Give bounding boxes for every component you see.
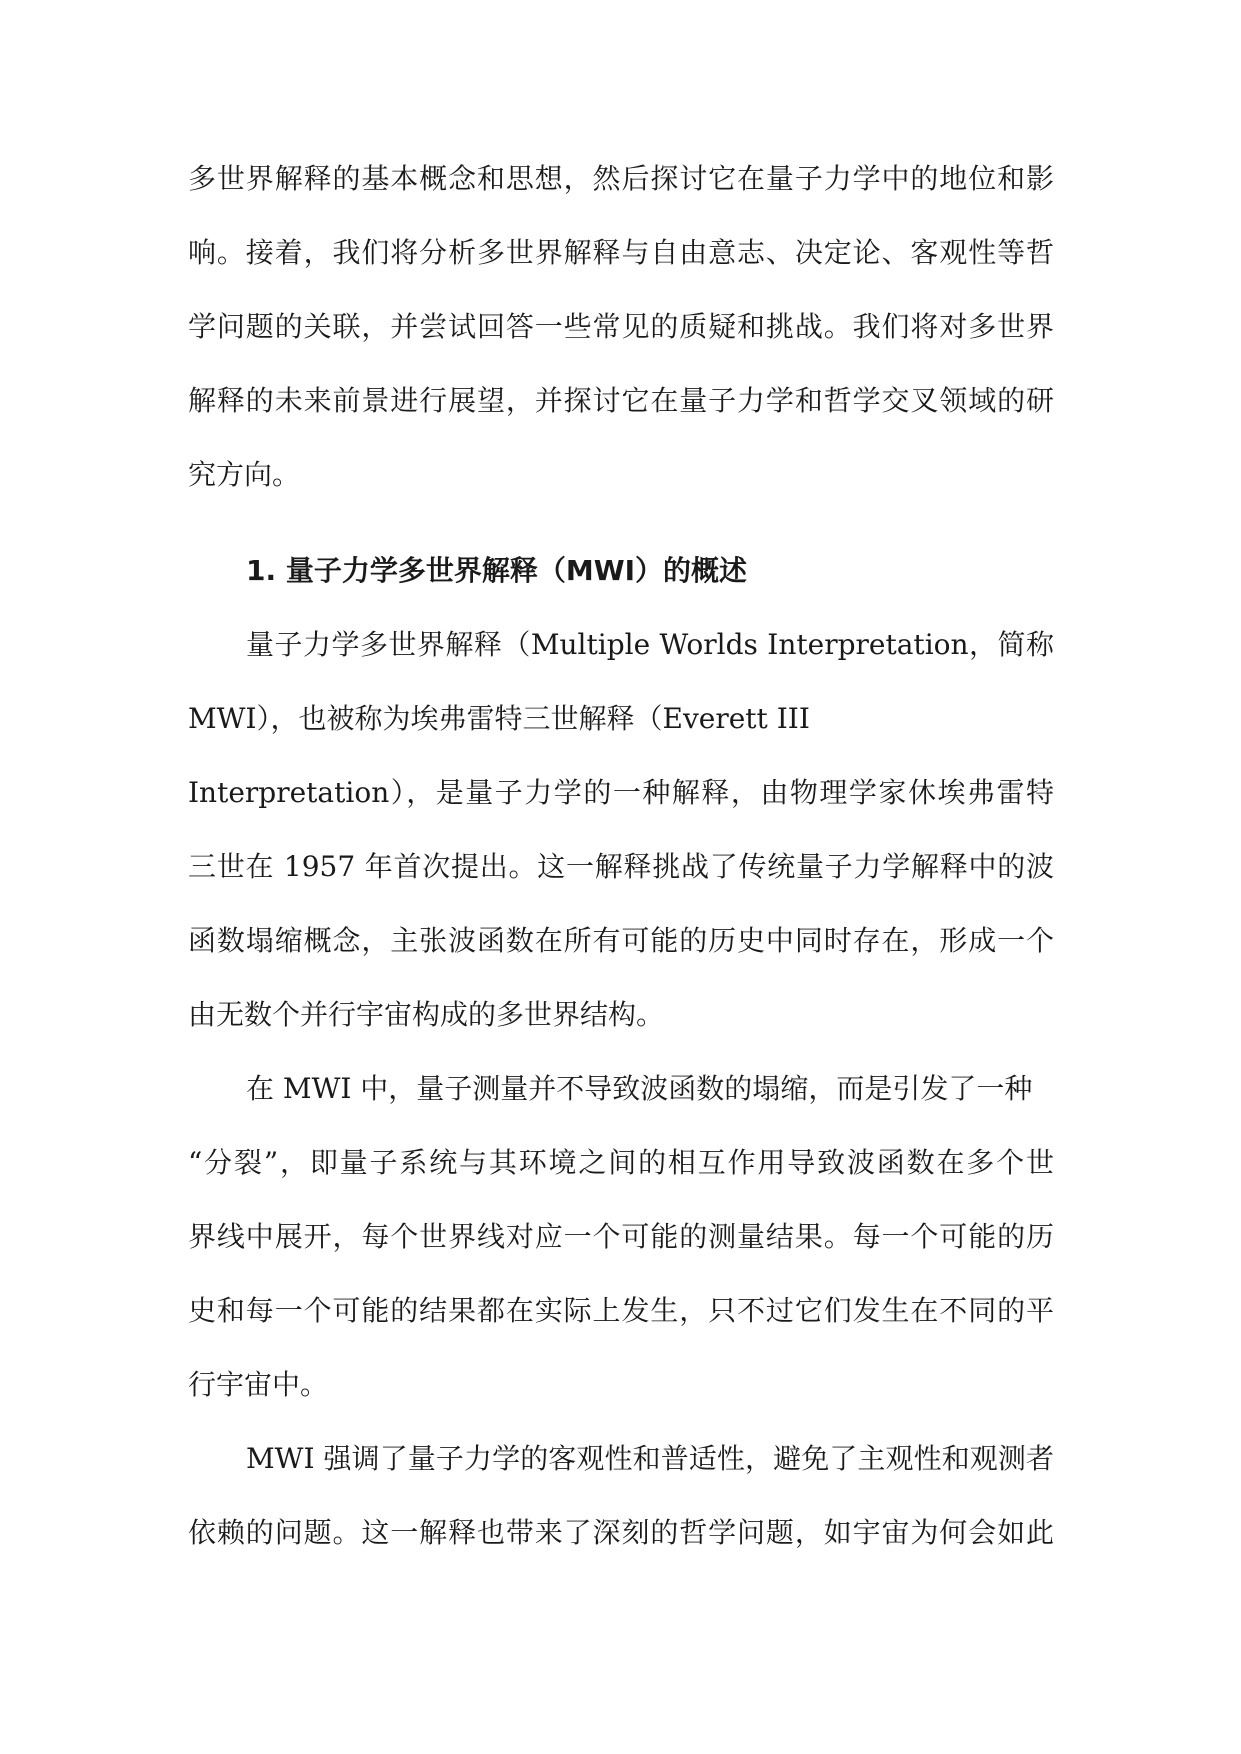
text-line: 学问题的关联，并尝试回答一些常见的质疑和挑战。我们将对多世界	[188, 310, 1054, 343]
text-line: 在 MWI 中，量子测量并不导致波函数的塌缩，而是引发了一种	[246, 1072, 1033, 1105]
text-line: 界线中展开，每个世界线对应一个可能的测量结果。每一个可能的历	[188, 1220, 1054, 1253]
text-line: 量子力学多世界解释（Multiple Worlds Interpretation，简称	[246, 628, 1054, 661]
text-line: 解释的未来前景进行展望，并探讨它在量子力学和哲学交叉领域的研	[188, 384, 1054, 417]
text-line: 依赖的问题。这一解释也带来了深刻的哲学问题，如宇宙为何会如此	[188, 1516, 1054, 1549]
text-line: 究方向。	[188, 458, 301, 491]
text-line: 行宇宙中。	[188, 1368, 329, 1401]
text-line: 多世界解释的基本概念和思想，然后探讨它在量子力学中的地位和影	[188, 162, 1054, 195]
document-page	[188, 142, 1054, 1570]
text-line: MWI 强调了量子力学的客观性和普适性，避免了主观性和观测者	[246, 1442, 1054, 1475]
text-line: 由无数个并行宇宙构成的多世界结构。	[188, 998, 665, 1031]
text-line: 函数塌缩概念，主张波函数在所有可能的历史中同时存在，形成一个	[188, 924, 1054, 957]
text-line: 三世在 1957 年首次提出。这一解释挑战了传统量子力学解释中的波	[188, 850, 1054, 883]
text-line: MWI），也被称为埃弗雷特三世解释（Everett III	[188, 702, 810, 735]
intro-paragraph	[188, 142, 1054, 512]
paragraph-1	[188, 608, 1054, 1052]
paragraph-2	[188, 1052, 1054, 1422]
text-line: 史和每一个可能的结果都在实际上发生，只不过它们发生在不同的平	[188, 1294, 1054, 1327]
text-line: 响。接着，我们将分析多世界解释与自由意志、决定论、客观性等哲	[188, 236, 1054, 269]
section-heading: 1. 量子力学多世界解释（MWI）的概述	[246, 554, 748, 587]
paragraph-3	[188, 1422, 1054, 1570]
text-line: “分裂”，即量子系统与其环境之间的相互作用导致波函数在多个世	[188, 1146, 1054, 1179]
text-line: Interpretation），是量子力学的一种解释，由物理学家休埃弗雷特	[188, 776, 1054, 809]
